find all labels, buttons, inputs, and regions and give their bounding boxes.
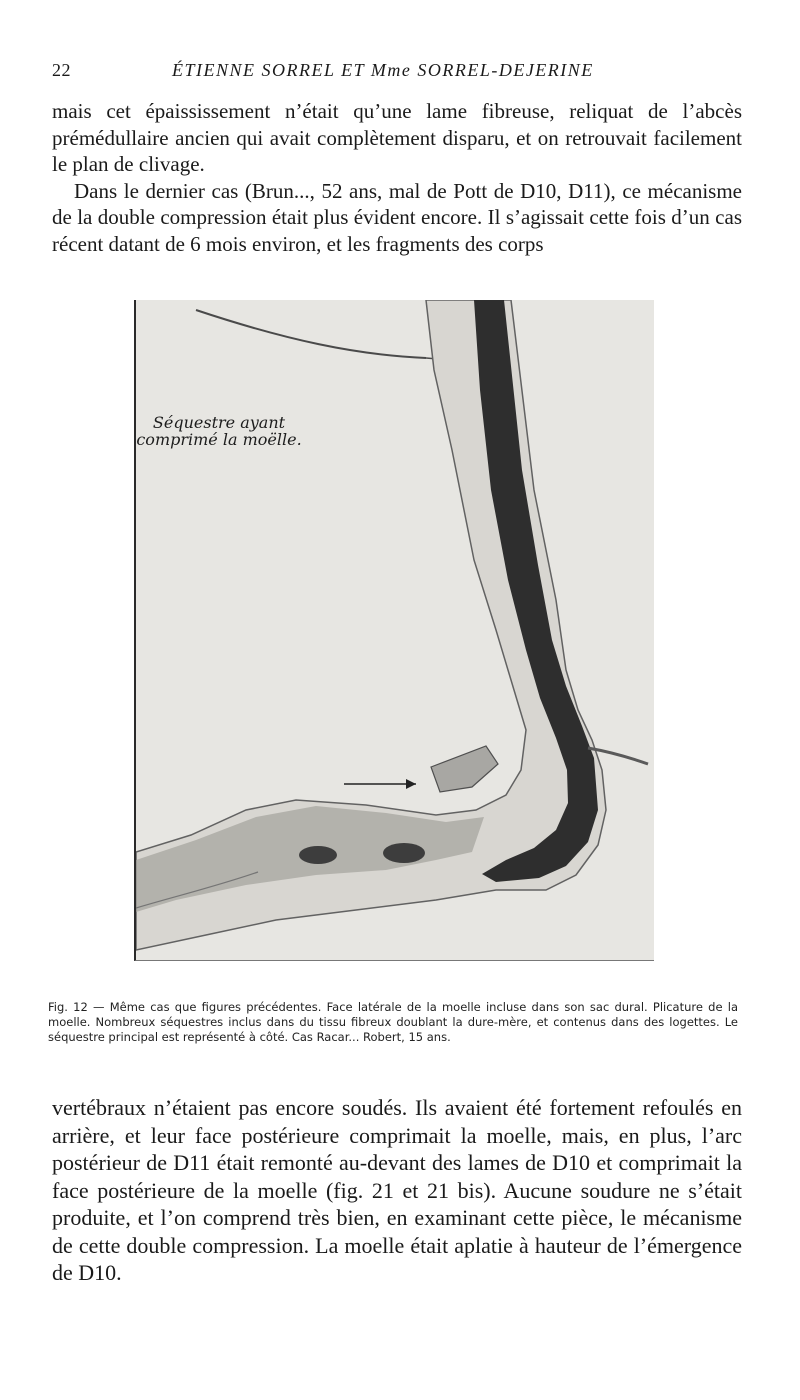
bottom-text-block [52, 1094, 742, 1287]
figure-caption: Fig. 12 — Même cas que figures précédentes. Face latérale de la moelle incluse dans son sac dural. Plicature de la moelle. Nombreux séquestres inclus dans du tissu fibreux doublant la dure-mère, et contenus dans des logettes. Le séquestre principal est représenté à côté. Cas Racar... Robert, 15 ans. [48, 1000, 738, 1044]
running-head: ÉTIENNE SORREL ET Mme SORREL-DEJERINE [172, 60, 594, 80]
page-header [52, 60, 740, 88]
figure-handwritten-note: Séquestre ayant comprimé la moëlle. [136, 413, 302, 449]
figure-photo [134, 300, 654, 961]
page-number: 22 [52, 60, 71, 80]
logette-left [299, 846, 337, 864]
paragraph-2: Dans le dernier cas (Brun..., 52 ans, mal de Pott de D10, D11), ce mécanisme de la double compression était plus évident encore. Il s’agissait cette fois d’un cas récent datant de 6 mois environ, et les fragments des corps [52, 178, 742, 256]
paragraph-1: mais cet épaississement n’était qu’une lame fibreuse, reliquat de l’abcès prémédullaire ancien qui avait complètement disparu, et on retrouvait facilement le plan de clivage. [52, 99, 742, 176]
spinal-cord-illustration [136, 300, 654, 960]
logette-right [383, 843, 425, 863]
paragraph-3: vertébraux n’étaient pas encore soudés. Ils avaient été fortement refoulés en arrière, et leur face postérieure comprimait la moelle, mais, en plus, l’arc postérieur de D11 était remonté au-devant des lames de D10 et comprimait la face postérieure de la moelle (fig. 21 et 21 bis). Aucune soudure ne s’était produite, et l’on comprend très bien, en examinant cette pièce, le mécanisme de cette double compression. La moelle était aplatie à hauteur de l’émergence de D10. [52, 1095, 742, 1285]
top-text-block [52, 98, 742, 257]
